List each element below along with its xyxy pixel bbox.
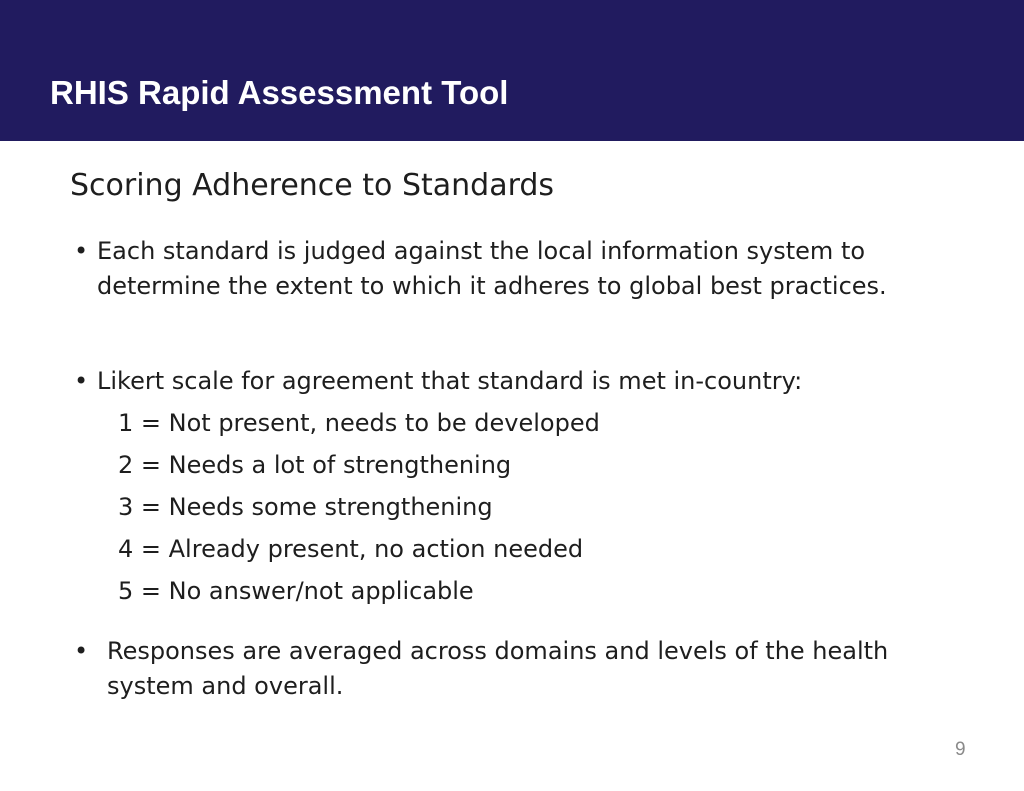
likert-scale-item: 3 = Needs some strengthening [118, 493, 493, 521]
likert-scale-item: 1 = Not present, needs to be developed [118, 409, 600, 437]
likert-scale-item: 4 = Already present, no action needed [118, 535, 584, 563]
slide-subtitle: Scoring Adherence to Standards [70, 168, 555, 203]
likert-scale-item: 2 = Needs a lot of strengthening [118, 451, 512, 479]
likert-scale-list [118, 405, 818, 615]
bullet-text: Responses are averaged across domains and levels of the health system and overall. [107, 637, 889, 700]
bullet-marker: • [74, 367, 89, 395]
page-number: 9 [955, 739, 966, 760]
bullet-marker: • [74, 637, 89, 665]
bullet-item-responses-averaged [74, 634, 954, 706]
likert-scale-item: 5 = No answer/not applicable [118, 577, 474, 605]
bullet-item-likert-scale [74, 364, 954, 400]
slide-title: RHIS Rapid Assessment Tool [50, 74, 509, 111]
header-band [0, 0, 1024, 141]
bullet-marker: • [74, 237, 89, 265]
bullet-text: Each standard is judged against the local information system to determine the extent to which it adheres to global best practices. [97, 237, 887, 300]
bullet-item-standard-judged [74, 234, 954, 344]
bullet-text: Likert scale for agreement that standard is met in-country: [97, 367, 803, 395]
